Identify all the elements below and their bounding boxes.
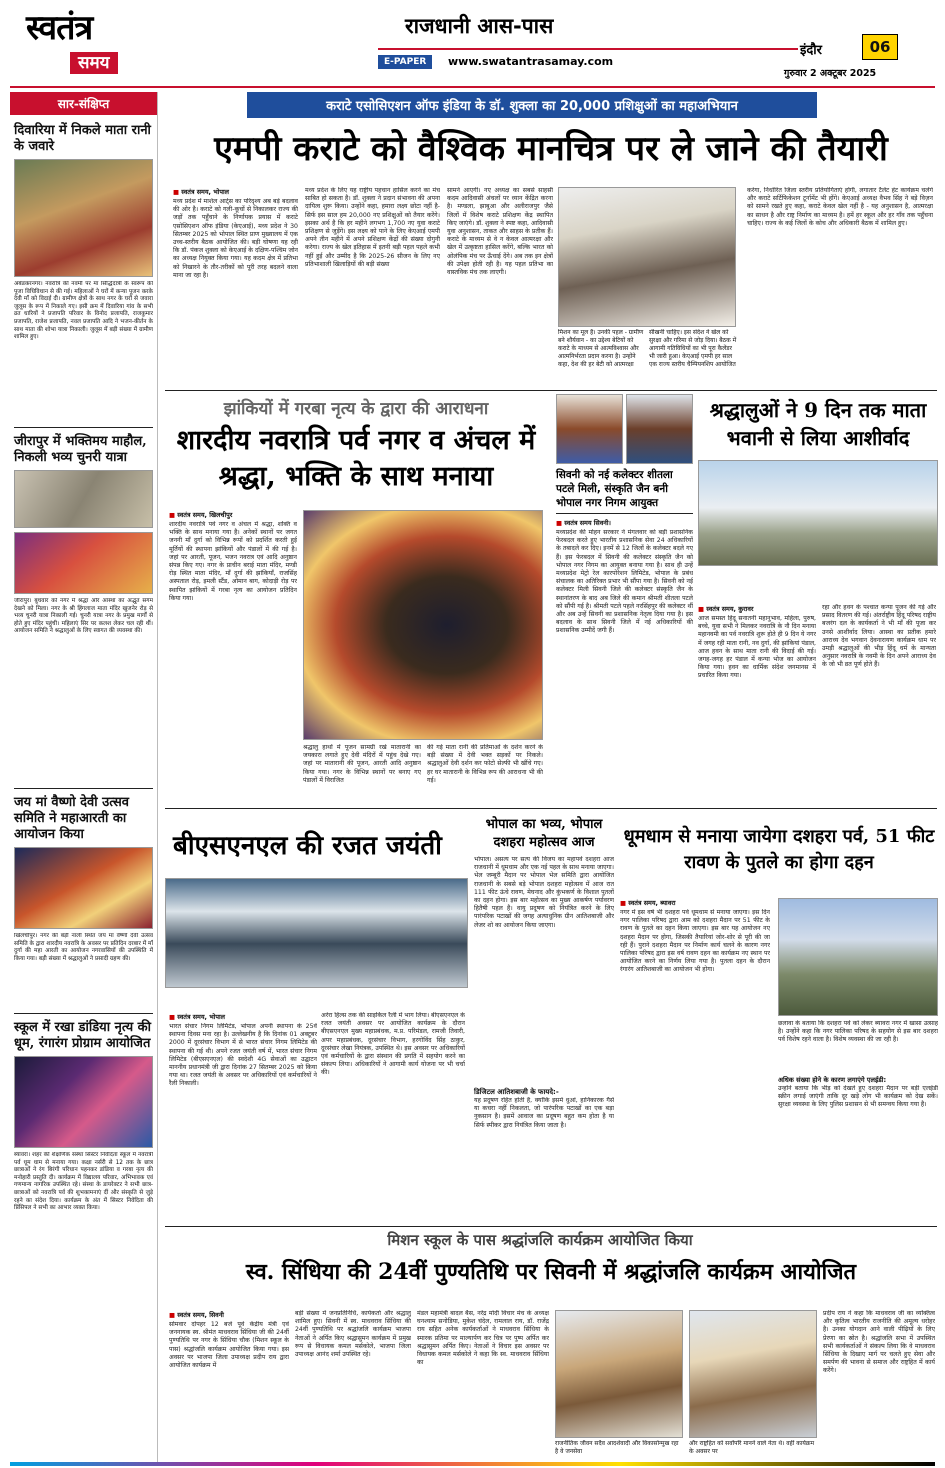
photo-caption: सीखनी चाहिए। इस संदेश ने खेल को सुरक्षा और गरिमा से जोड़ दिया। बैठक में आगामी गतिविधियों का भी पूरा कैलेंडर भी जारी हुआ। केएआई एमपी हर साल एक राज्य स्तरीय चैम्पियनशिप आयोजित — [649, 329, 737, 368]
sidebar-item-title: जय मां वैष्णो देवी उत्सव समिति ने महाआरती का आयोजन किया — [14, 795, 129, 842]
epaper-badge: E-PAPER — [378, 55, 432, 69]
sidebar-item-text: अंबेडकरनगर। नवरात्रि की नवमी पर मां सिद्धिदात्री के स्वरूप की पूजा विधिविधान से की गई। महिलाओं ने घरों में कन्या पूजन करके देवी माँ को विदाई दी। ग्रामीण क्षेत्रों के साथ नगर के घरों से जवारा जुलूस के रूप में निकाले गए। इसी क्रम में दिवारिया गांव के सभी व्रत धारियों ने प्रजापति परिवार के विनोद प्रजापति, राजकुमार प्रजापति, राजेश प्रजापति, नवल प्रजापति आदि ने भजन-कीर्तन के साथ माता की शोभा यात्रा निकाली। जुलूस में बड़ी संख्या में ग्रामीण शामिल हुए। — [14, 281, 153, 341]
story-text: उन्होंने बताया कि भीड़ को देखते हुए दशहरा मैदान पर बड़ी एलईडी स्क्रीन लगाई जाएंगी ताकि दूर खड़े लोग भी कार्यक्रम को देख सकें। सुरक्षा व्यवस्था के लिए पुलिस प्रशासन से भी समन्वय किया गया है। — [778, 1085, 938, 1109]
story-headline: सिवनी को नई कलेक्टर शीतला पटले मिली, संस्कृति जैन बनी भोपाल नगर निगम आयुक्त — [556, 468, 693, 514]
sidebar-item-title: दिवारिया में निकले माता रानी के जवारे — [14, 123, 151, 154]
story-byline: ■ स्वतंत्र समय, ब्यावरा — [620, 898, 770, 907]
photo-caption: और राष्ट्रहित को सर्वोपरि मानने वाले नेता थे। वहीं कार्यक्रम के अवसर पर — [689, 1440, 815, 1455]
portrait-photo — [626, 394, 693, 464]
story-banner: कराटे एसोसिएशन ऑफ इंडिया के डॉ. शुक्ला का 20,000 प्रशिक्षुओं का महाअभियान — [247, 92, 817, 118]
sidebar-item — [10, 795, 157, 1007]
story-text: बड़ी संख्या में जनप्रतिनिधि, कार्यकर्ता और श्रद्धालु शामिल हुए। सिवनी में स्व. माधवराव सिंधिया की 24वीं पुण्यतिथि पर श्रद्धांजलि कार्यक्रम भाजपा नेताओं ने अर्पित किए श्रद्धासुमन कार्यक्रम में प्रमुख रूप से विधायक कमल मर्सकोले, भाजपा जिला उपाध्यक्ष आनंद शर्मा उपस्थित रहे। — [295, 1310, 411, 1359]
story-photo — [689, 1310, 817, 1438]
story-text: मंडल महामंत्री बादल बैस, नरेंद्र मोदी विचार मंच के अध्यक्ष घनश्याम सनोडिया, मुकेश चंदेल, रामलाल राय, डॉ. राजेंद्र राय सहित अनेक कार्यकर्ताओं ने माधवराव सिंधिया के स्मारक प्रतिमा पर माल्यार्पण कर चित्र पर पुष्प अर्पित कर श्रद्धासुमन अर्पित किए। नेताओं ने विचार इस अवसर पर विधायक कमल मर्सकोले ने कहा कि स्व. माधवराव सिंधिया का — [417, 1310, 549, 1367]
photo-caption: मिशन का मूल है। उनकी पहल - ग्रामीण बने शौर्यवान - का उद्देश्य बेटियों को कराटे के माध्यम से आत्मविश्वास और आत्मनिर्भरता प्रदान करना है। उन्होंने कहा, देश की हर बेटी को आत्मरक्षा — [558, 329, 644, 368]
story-scindia — [165, 1230, 937, 1462]
story-text: छलावा के बताया कि दशहरा पर्व को लेकर ब्यावरा नगर में खासा उत्साह है। उन्होंने कहा कि नगर पालिका परिषद के सहयोग से इस बार दशहरा पर्व विशेष रहने वाला है। विशेष व्यवस्था की जा रही है। — [778, 1020, 938, 1044]
website-link[interactable]: www.swatantrasamay.com — [448, 55, 614, 68]
story-byline: ■ स्वतंत्र समय, भोपाल — [169, 1012, 317, 1021]
story-photo — [303, 510, 543, 740]
story-bhopal-dussehra — [474, 812, 614, 1222]
story-photo — [555, 1310, 683, 1438]
story-text: रहा और हवन के पश्चात कन्या पूजन की गई और प्रसाद वितरण की गई। अंतर्राष्ट्रीय हिंदू परिषद राष्ट्रीय बजरंग दल के कार्यकर्ता ने भी माँ की पूजा कर उनसे आशीर्वाद लिया। आस्था का प्रतीक हमारे आराध्य देव भगवान देवनारायण कार्यक्रम धाम पर उमड़ी श्रद्धालुओं की भीड़ हिंदू धर्म के मान्यता अनुसार नवरात्रि के नवमी के दिन अपने आराध्य देव के जो भी व्रत पूर्ण होते हैं। — [822, 604, 936, 669]
story-photo — [558, 187, 736, 327]
photo-caption: राजनीतिक जीवन सदैव आदर्शवादी और विकासोन्मुख रहा है वे जनसेवा — [555, 1440, 679, 1455]
story-headline: बीएसएनएल की रजत जयंती — [173, 831, 442, 861]
section-title: राजधानी आस-पास — [405, 14, 554, 38]
story-subhead: डिजिटल आतिशबाजी के फायदे:- — [474, 1088, 559, 1096]
sidebar-item-photo — [14, 532, 153, 594]
story-text: नगर में इस वर्ष भी दशहरा पर्व धूमधाम से मनाया जाएगा। इस दिन नगर पालिका परिषद द्वारा आम को दशहरा मैदान पर 51 फीट के रावण के पुतले का दहन किया जाएगा। इस बार यह आयोजन नए दशहरा मैदान पर होगा, जिसकी तैयारियां जोर-शोर से पूरी की जा रही हैं। पुराने दशहरा मैदान पर निर्माण कार्य चलने के कारण नगर पालिका परिषद द्वारा इस वर्ष रावण दहन का कार्यक्रम नए स्थान पर आयोजित करने का निर्णय लिया गया है। पुतला दहन के दौरान रंगारंग आतिशबाजी का आयोजन भी होगा। — [620, 909, 770, 974]
sidebar-item-text: ब्यावरा। शहर की शैक्षणिक संस्था सिस्टर निवेदिता स्कूल में नवरात्री पर्व धूम धाम से मनाया गया। कक्षा नर्सरी से 12 तक के छात्र छात्राओं ने रंग बिरंगी परिधान पहनकर डांडिया व गरबा नृत्य की मनोहारी प्रस्तुति दी। कार्यक्रम में विद्यालय परिवार, अभिभावक एवं गणमान्य नागरिक उपस्थित रहे। संस्था के डायरेक्टर ने सभी छात्र-छात्राओं को नवरात्रि पर्व की शुभकामनाएं दीं और संस्कृति से जुड़े रहने का संदेश दिया। कार्यक्रम के अंत में सिस्टर निवेदिता की प्रिंसिपल ने सभी का आभार व्यक्त किया। — [14, 1152, 153, 1212]
story-byline: ■ स्वतंत्र समय, भोपाल — [173, 187, 298, 196]
story-kicker: झांकियों में गरबा नृत्य के द्वारा की आराधना — [223, 399, 489, 419]
issue-date: गुरुवार 2 अक्टूबर 2025 — [784, 68, 877, 79]
logo-bottom-text: समय — [70, 52, 118, 74]
story-text: श्रद्धालु हाथों में पूजन सामग्री रखे मातारानी का जयकारा लगाते हुए देवी मंदिरों में पहुंच देखे गए। जहां पर मातारानी की पूजन, आरती आदि अनुष्ठान किया गया। नगर के विभिन्न स्थानों पर बनाए गए पंडालों में विराजित — [303, 744, 421, 784]
page-number: 06 — [862, 34, 898, 60]
story-text: मध्य प्रदेश के लिए यह राष्ट्रीय पहचान हासिल करने का मंच साबित हो सकता है। डॉ. शुक्ला ने प्रदान संभावना की अपना दायित्व शुरू किया। उन्होंने कहा, हमारा लक्ष्य छोटा नहीं है- सिर्फ इस साल हम 20,000 नए प्रशिक्षुओं को तैयार करेंगे। इसका अर्थ है कि हर महीने लगभग 1,700 नए युवा कराटे प्रशिक्षण से जुड़ेंगे। इस लक्ष्य को पाने के लिए केएआई एमपी अपने तीन महीने में अपने प्रशिक्षण केंद्रों की संख्या दोगुनी करेगा। राज्य के खेल इतिहास में इतनी बड़ी पहल पहले कभी नहीं हुई और उम्मीद है कि 2025-26 सीजन के लिए नए प्रतिभाशाली खिलाड़ियों की बड़ी संख्या — [305, 187, 440, 268]
sidebar-header: सार-संक्षिप्त — [10, 92, 157, 115]
story-byawra-dussehra — [620, 812, 938, 1222]
sidebar-item-photo — [14, 470, 153, 528]
sidebar-item-title: जीरापुर में भक्तिमय माहौल, निकली भव्य चुनरी यात्रा — [14, 434, 147, 465]
story-byline: ■ स्वतंत्र समय, खिलचीपुर — [169, 510, 297, 519]
city-label: इंदौर — [800, 43, 822, 58]
story-navratri — [165, 392, 547, 802]
logo-top-text: स्वतंत्र — [26, 8, 93, 48]
story-text: मध्यप्रदेश की मोहन सरकार ने मंगलवार को बड़ी प्रशासनिक फेरबदल करते हुए भारतीय प्रशासनिक सेवा 24 अधिकारियों के तबादले कर दिए। इनमें से 12 जिलों के कलेक्टर बदले गए हैं। इस फेरबदल में सिवनी की कलेक्टर संस्कृति जैन को भोपाल नगर निगम का आयुक्त बनाया गया है। साथ ही उन्हें मध्यप्रदेश मेट्रो रेल कारपोरेशन लिमिटेड, भोपाल के प्रबंध संचालक का अतिरिक्त प्रभार भी सौंपा गया है। सिवनी को नई कलेक्टर मिली सिवनी जिले की कलेक्टर संस्कृति जैन के स्थानांतरण के बाद अब जिले की कमान श्रीमती शीतला पटले को सौंपी गई है। श्रीमती पटले पहले नरसिंहपुर की कलेक्टर थीं और अब उन्हें सिवनी का प्रशासनिक नेतृत्व दिया गया है। इस बदलाव के साथ सिवनी जिले में नई अधिकारियों की प्रशासनिक उम्मीदें जगी हैं। — [556, 529, 693, 635]
story-text: अरेरा हिल्स तक की साइकिल रैली में भाग लिया। बीएसएनएल के रजत जयंती अवसर पर आयोजित कार्यक्रम के दौरान बीएसएनएल मुख्य महाप्रबंधक, म.प्र. परिमंडल, रामजी तिवारी, अपर महाप्रबंधक, दूरसंचार विभाग, हरगोविंद सिंह ठाकुर, दूरसंचार लेखा नियंत्रक, उपस्थित थे। इस अवसर पर अधिकारियों एवं कर्मचारियों के द्वारा संस्थान की प्रगति में सहयोग करने का संकल्प लिया। अधिकारियों ने आगामी कार्य योजना पर भी चर्चा की। — [321, 1012, 465, 1077]
story-collector — [556, 392, 693, 802]
story-text: सोमवार दोपहर 12 बजे पूर्व केंद्रीय मंत्री एवं जननायक स्व. श्रीमंत माधवराव सिंधिया जी की 24वीं पुण्यतिथि पर नगर के सिंधिया चौक (मिशन स्कूल के पास) श्रद्धांजलि कार्यक्रम आयोजित किया गया। इस अवसर पर भाजपा जिला उपाध्यक्ष प्रदीप राय द्वारा आयोजित कार्यक्रम में — [169, 1321, 289, 1370]
story-headline: स्व. सिंधिया की 24वीं पुण्यतिथि पर सिवनी में श्रद्धांजलि कार्यक्रम आयोजित — [245, 1259, 857, 1285]
sidebar-item-photo — [14, 1056, 153, 1148]
story-text: प्रदीप राय ने कहा कि माधवराव जी का व्यक्तित्व और कृतित्व भारतीय राजनीति की अमूल्य धरोहर है। उनका योगदान आने वाली पीढ़ियों के लिए प्रेरणा का स्रोत है। श्रद्धांजलि सभा में उपस्थित सभी कार्यकर्ताओं ने संकल्प लिया कि वे माधवराव सिंधिया के दिखाए मार्ग पर चलते हुए सेवा और समर्पण की भावना से समाज और राष्ट्रहित में कार्य करेंगे। — [823, 1310, 935, 1375]
story-bsnl — [165, 812, 468, 1222]
story-text: शारदीय नवरात्रि पर्व नगर व अंचल में श्रद्धा, शक्ति व भक्ति के साथ मनाया गया है। अनेकों स्थानों पर जगत जननी माँ दुर्गा को विभिन्न रूपों को प्रदर्शित करती हुई मूर्तियों की स्थापना झांकियों और पंडालों में की गई है। जहां पर आरती, पूजन, भजन नवरात्र एवं आदि अनुष्ठान संपन्न किए गए। नगर के प्राचीन बराई माता मंदिर, मण्डी रोड़ स्थित माता मंदिर, माँ दुर्गा की झांकियाँ, राजसिंह अस्पताल रोड़, इमली स्टैंड, ओमान बाग, कोदाड़ी रोड़ पर स्थापित झांकियों में गरबा नृत्य का आयोजन प्रतिदिन किया गया। — [169, 521, 297, 602]
masthead — [0, 0, 945, 88]
story-text: आज समस्त हिंदू सनातनी महानुभाव, महिला, पुरुष, बच्चे, युवा सभी ने मिलकर नवरात्रि के नौ दिन मनाया महानवमी का पर्व नवरात्रि शुरू होते ही 9 दिन ये नगर में जगह रही माता रानी, नव दुर्गा, की झांकियां पंडाल, आज हवन के साथ माता रानी की विदाई की गई। जगह-जगह हर पंडाल में कन्या भोज का आयोजन किया गया। हवन का धार्मिक संदेश जनमानस में प्रचारित किया गया। — [698, 615, 816, 680]
story-text: मध्य प्रदेश में मार्शल आर्ट्स का परिदृश्य अब बड़े बदलाव की ओर है। कराटे को गली-कूचों से निकालकर राज्य की जड़ों तक पहुँचाने के निर्णायक प्रयास में कराटे एसोसिएशन ऑफ इंडिया (केएआई), मध्य प्रदेश ने 30 सितम्बर 2025 को भोपाल स्थित प्राण मुख्यालय में एक उच्च-स्तरीय बैठक आयोजित की। बड़ी घोषणा यह रही कि डॉ. पंकज शुक्ला को केएआई के दक्षिण-पश्चिम जोन का अध्यक्ष नियुक्त किया गया। यह कदम क्षेत्र में प्रतिभा को निखारने के तौर-तरीकों को पूरी तरह बदलने वाला माना जा रहा है। — [173, 198, 298, 279]
story-headline: धूमधाम से मनाया जायेगा दशहरा पर्व, 51 फीट रावण के पुतले का होगा दहन — [623, 826, 935, 873]
sidebar-item-photo — [14, 159, 153, 277]
story-headline: शारदीय नवरात्रि पर्व नगर व अंचल में श्रद्धा, भक्ति के साथ मनाया — [176, 425, 536, 492]
story-photo — [778, 898, 938, 1016]
story-photo — [165, 878, 468, 988]
story-karate — [165, 92, 937, 392]
sidebar-item — [10, 1020, 157, 1432]
bottom-color-bar — [10, 1462, 935, 1466]
sidebar — [10, 92, 158, 1462]
section-underline — [378, 48, 798, 50]
logo[interactable] — [26, 8, 146, 80]
story-byline: ■ स्वतंत्र समय, सिवनी — [169, 1310, 289, 1319]
top-divider — [10, 86, 935, 88]
sidebar-item-text: जीरापुर। बुधवार को नगर में श्रद्धा और आस्था का अद्भुत संगम देखने को मिला। नगर के श्री हिंगलाज माता मंदिर खुजनेर रोड़ से भव्य चुनरी यात्रा निकाली गई। चुनरी यात्रा नगर के प्रमुख मार्गों से होते हुए मंदिर पहुंची। महिलाएं सिर पर कलश लेकर चल रही थीं। आयोजन समिति ने श्रद्धालुओं के लिए स्वागत की व्यवस्था की। — [14, 598, 153, 635]
portrait-photo — [556, 394, 623, 464]
sidebar-item — [10, 123, 157, 421]
story-subhead: अधिक संख्या होने के कारण लगाएंगे एलईडी: — [778, 1076, 887, 1084]
story-text: की गई माता रानी की प्रतिमाओं के दर्शन करने के बड़ी संख्या में देवी भक्त सड़कों पर निकले। श्रद्धालुओं देवी दर्शन कर फोटो सेल्फी भी खींचे गए। हर घर मातारानी के विभिन्न रूप की आराधना भी की गई। — [427, 744, 543, 784]
story-headline: भोपाल का भव्य, भोपाल दशहरा महोत्सव आज — [485, 817, 603, 850]
sidebar-item-photo — [14, 847, 153, 929]
story-text: भोपाल। असत्य पर सत्य की विजय का महापर्व दशहरा आज राजधानी में धूमधाम और एक नई पहल के साथ मनाया जाएगा। भेल जम्बूरी मैदान पर भोपाल भेल समिति द्वारा आयोजित राजधानी के सबसे बड़े भोपाल दशहरा महोत्सव में आज रात 111 फीट ऊंचे रावण, मेघनाद और कुंभकर्ण के विशाल पुतलों का दहन होगा। इस बार महोत्सव का मुख्य आकर्षण पर्यावरण हितैषी पहल है। वायु प्रदूषण को नियंत्रित करने के लिए पारंपरिक पटाखों की जगह अत्याधुनिक ग्रीन आतिशबाजी और लेजर शो का आयोजन किया जाएगा। — [474, 856, 614, 929]
story-headline: श्रद्धालुओं ने 9 दिन तक माता भवानी से लिया आशीर्वाद — [709, 398, 927, 450]
story-kicker: मिशन स्कूल के पास श्रद्धांजलि कार्यक्रम आयोजित किया — [387, 1231, 693, 1249]
story-byline: ■ स्वतंत्र समय, कुरावर — [698, 604, 816, 613]
story-headline: एमपी कराटे को वैश्विक मानचित्र पर ले जाने की तैयारी — [214, 129, 888, 169]
sidebar-item — [10, 434, 157, 782]
story-byline: ■ स्वतंत्र समय सिवनी। — [556, 518, 693, 527]
sidebar-item-text: खिलचीपुर। नगर की बड़ी नाली स्थित जय मां वैष्णो देवी उत्सव समिति के द्वारा शारदीय नवरात्रि के अवसर पर प्रतिदिन दरबार में माँ दुर्गा की महा आरती का आयोजन नगरवासियों की उपस्थिति में किया गया। बड़ी संख्या में श्रद्धालुओं ने प्रसादी ग्रहण की। — [14, 933, 153, 962]
story-text: सामने आएगी। नए अध्यक्ष का सबसे साहसी कदम आदिवासी अंचलों पर ध्यान केंद्रित करना है। मण्डला, झाबुआ और अलीराजपुर जैसे जिलों में विशेष कराटे प्रशिक्षण केंद्र स्थापित किए जाएंगे। डॉ. शुक्ला ने स्पष्ट कहा, आदिवासी युवा अनुशासन, ताकत और साहस के प्रतीक हैं। कराटे के माध्यम से वे न केवल आत्मरक्षा और खेल में उत्कृष्टता हासिल करेंगे, बल्कि भारत को ओलंपिक मंच पर ऊँचाई देंगे। अब तक इन क्षेत्रों की उपेक्षा होती रही है। यह पहल प्रतिभा का वास्तविक मंच तक लाएगी। — [447, 187, 553, 277]
story-text: भारत संचार निगम लिमिटेड, भोपाल अपनी स्थापना के 25वें स्थापना दिवस मना रहा है। उल्लेखनीय है कि दिनांक 01 अक्टूबर 2000 में दूरसंचार विभाग में से भारत संचार निगम लिमिटेड की स्थापना की गई थी। अपने रजत जयंती वर्ष में, भारत संचार निगम लिमिटेड (बीएसएनएल) की स्वदेशी 4G सेवाओं का उद्घाटन माननीय प्रधानमंत्री जी द्वारा दिनांक 27 सितम्बर 2025 को किया गया था। रजत जयंती के अवसर पर अधिकारियों एवं कर्मचारियों ने रैली निकाली। — [169, 1023, 317, 1088]
story-text: करेगा, निर्धारित जिला स्तरीय प्रतियोगिताएं होंगी, लगातार टैलेंट हंट कार्यक्रम चलेंगे और कराटे सर्टिफिकेशन टूर्नामेंट भी होंगे। केएआई अध्यक्ष वैभव सिंह ने बड़े विज़न को सामने रखते हुए कहा, कराटे केवल खेल नहीं है - यह अनुशासन है, आत्मरक्षा का साधन है और राष्ट्र निर्माण का माध्यम है। हमें हर स्कूल और हर गाँव तक पहुँचना चाहिए। राज्य के कई जिलों के कोच और अधिकारी बैठक में शामिल हुए। — [747, 187, 933, 227]
story-photo — [698, 460, 938, 566]
story-text: यह प्रदूषण रहित होती है, क्योंकि इसमें धुआं, हानिकारक गैसें या कचरा नहीं निकलता, जो पारंपरिक पटाखों का एक बड़ा नुकसान है। इसमें आवाज का प्रदूषण बहुत कम होता है या सिर्फ स्पीकर द्वारा नियंत्रित किया जाता है। — [474, 1097, 614, 1129]
sidebar-item-title: स्कूल में रखा डांडिया नृत्य की धूम, रंगारंग प्रोग्राम आयोजित — [14, 1020, 152, 1051]
